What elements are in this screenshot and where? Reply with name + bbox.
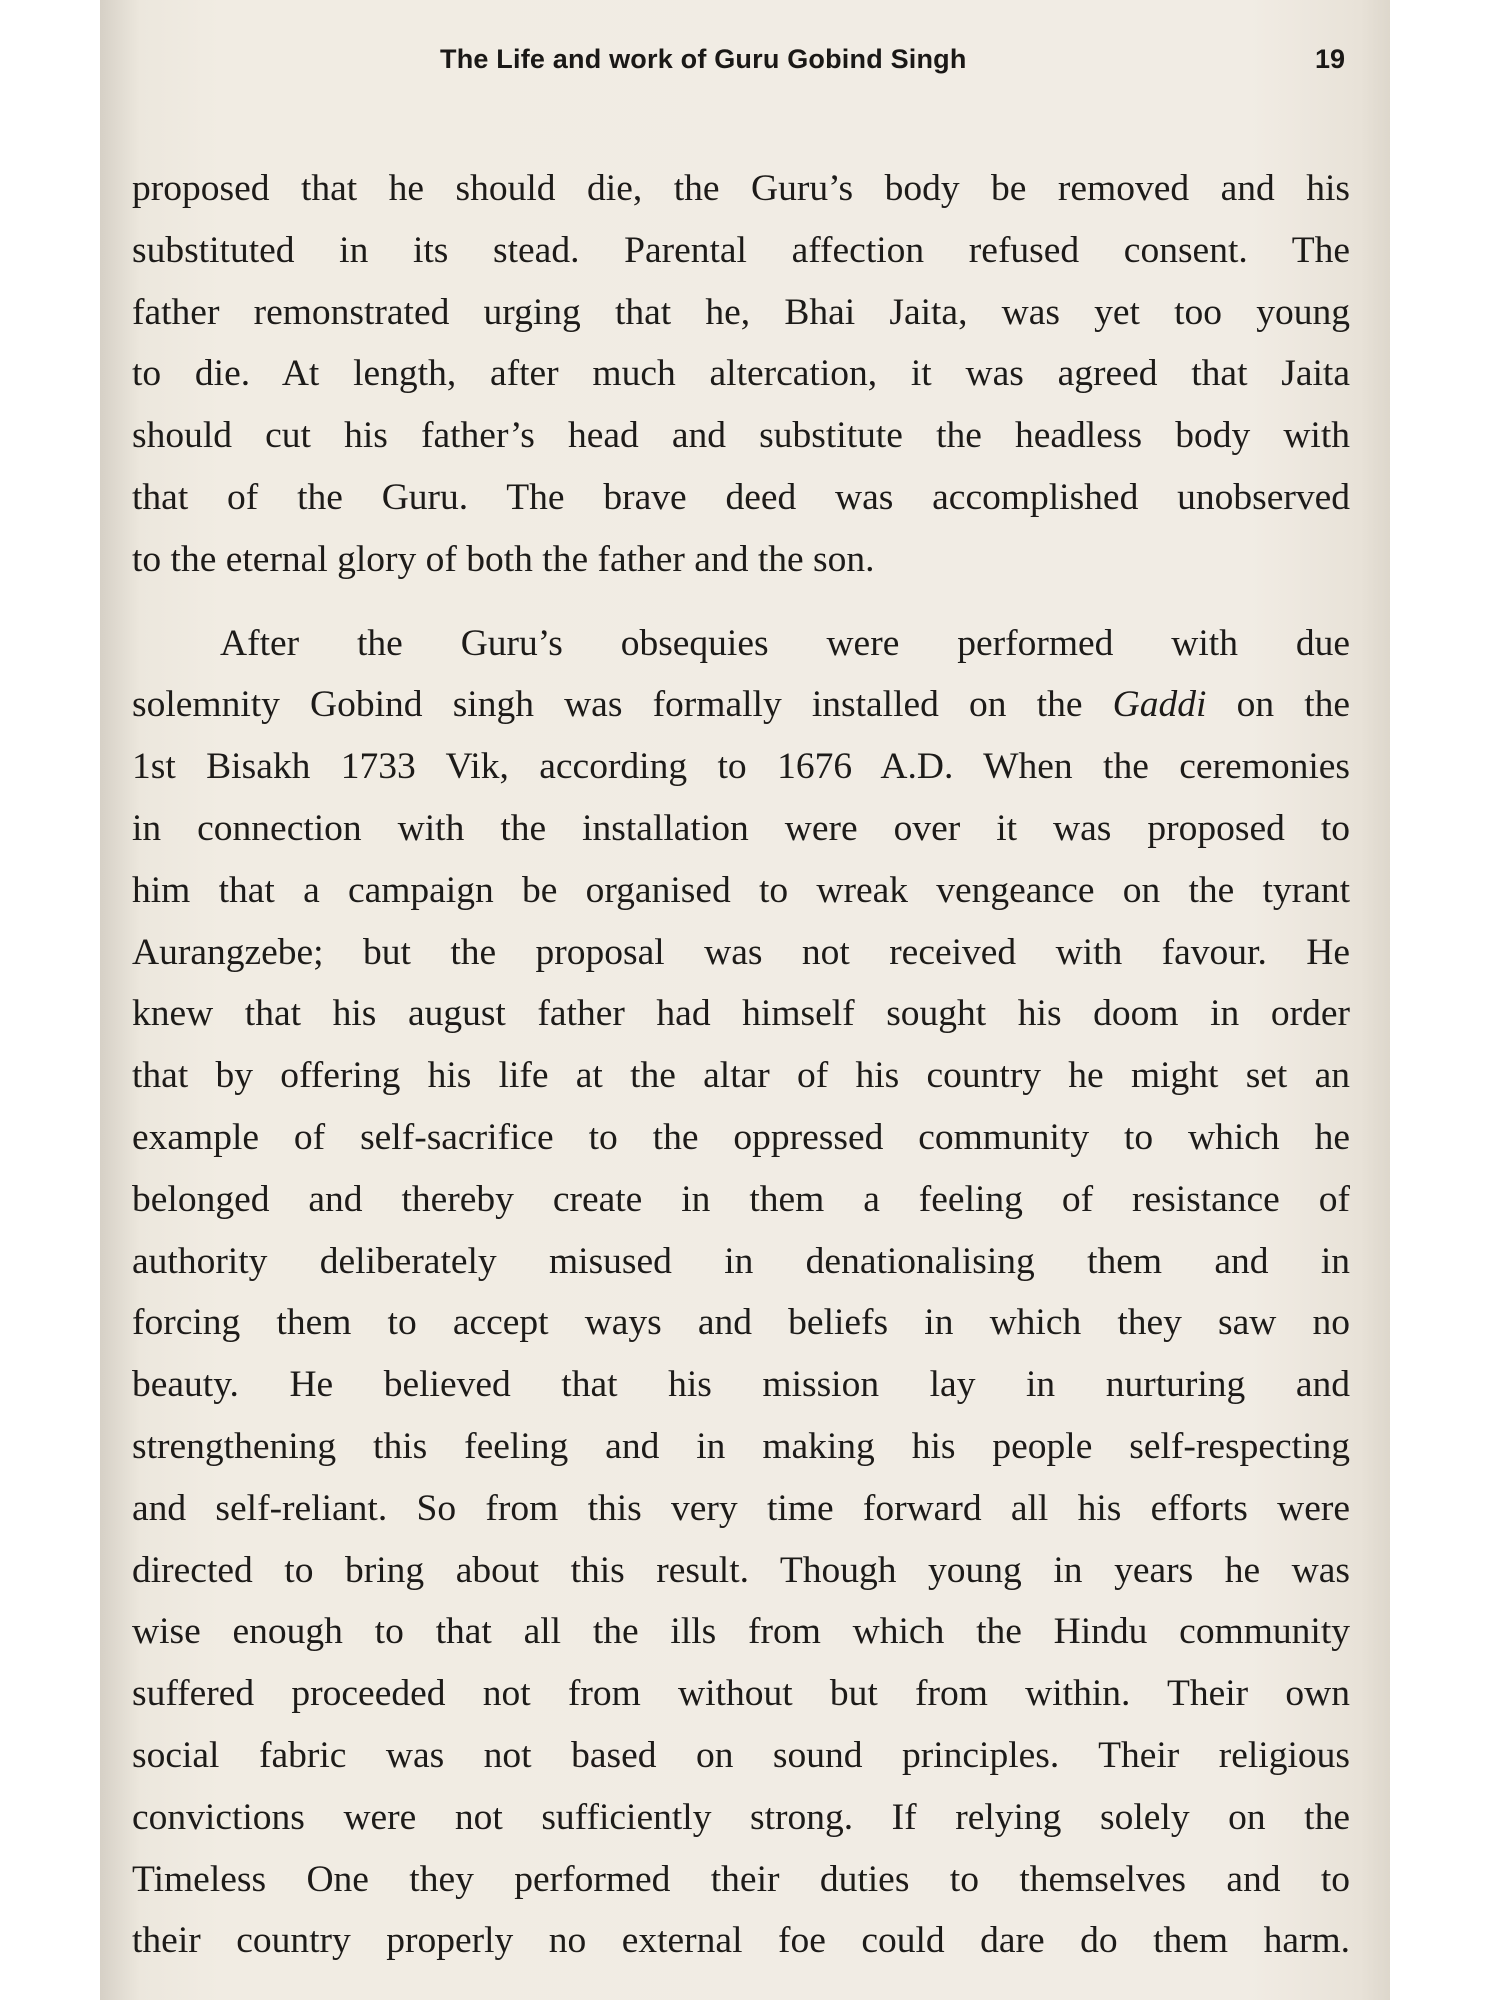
text-line: in connection with the installation were over it was proposed to	[132, 807, 1350, 849]
text-line: Timeless One they performed their duties to themselves and to	[132, 1858, 1350, 1900]
text-line: and self-reliant. So from this very time forward all his efforts were	[132, 1487, 1350, 1529]
text-line: forcing them to accept ways and beliefs in which they saw no	[132, 1302, 1350, 1344]
text-line: example of self-sacrifice to the oppressed community to which he	[132, 1116, 1350, 1158]
paragraph-1	[132, 158, 1350, 591]
book-page	[100, 0, 1390, 2000]
text-line: authority deliberately misused in denationalising them and in	[132, 1240, 1350, 1282]
page-header	[100, 44, 1390, 84]
text-segment: on the	[1236, 684, 1350, 726]
text-line: father remonstrated urging that he, Bhai Jaita, was yet too young	[132, 291, 1350, 333]
text-line: that of the Guru. The brave deed was accomplished unobserved	[132, 476, 1350, 518]
text-line: convictions were not sufficiently strong. If relying solely on the	[132, 1796, 1350, 1838]
text-line: wise enough to that all the ills from which the Hindu community	[132, 1611, 1350, 1653]
text-line: to die. At length, after much altercation, it was agreed that Jaita	[132, 353, 1350, 395]
text-line: that by offering his life at the altar of his country he might set an	[132, 1055, 1350, 1097]
text-segment: solemnity Gobind singh was formally installed on the	[132, 684, 1083, 726]
text-line: should cut his father’s head and substitute the headless body with	[132, 415, 1350, 457]
page-number: 19	[1314, 44, 1345, 74]
text-line: social fabric was not based on sound principles. Their religious	[132, 1734, 1350, 1776]
italic-word-gaddi: Gaddi	[1112, 684, 1207, 726]
text-line: Aurangzebe; but the proposal was not received with favour. He	[132, 931, 1350, 973]
text-line: substituted in its stead. Parental affection refused consent. The	[132, 229, 1350, 271]
text-line: suffered proceeded not from without but from within. Their own	[132, 1673, 1350, 1715]
text-line: 1st Bisakh 1733 Vik, according to 1676 A.D. When the ceremonies	[132, 746, 1350, 788]
text-line: their country properly no external foe could dare do them harm.	[132, 1920, 1350, 1962]
text-line: knew that his august father had himself sought his doom in order	[132, 993, 1350, 1035]
text-line-gaddi	[132, 674, 1350, 736]
body-text	[132, 158, 1350, 1972]
text-line: him that a campaign be organised to wreak vengeance on the tyrant	[132, 869, 1350, 911]
text-line: belonged and thereby create in them a feeling of resistance of	[132, 1178, 1350, 1220]
text-line: beauty. He believed that his mission lay in nurturing and	[132, 1364, 1350, 1406]
paragraph-2	[132, 613, 1350, 1973]
text-line: to the eternal glory of both the father and the son.	[132, 538, 875, 580]
running-title: The Life and work of Guru Gobind Singh	[440, 44, 967, 74]
text-line: strengthening this feeling and in making his people self-respecting	[132, 1425, 1350, 1467]
text-line: directed to bring about this result. Though young in years he was	[132, 1549, 1350, 1591]
paragraph-gap	[132, 591, 1350, 613]
text-line: proposed that he should die, the Guru’s body be removed and his	[132, 168, 1350, 209]
text-line: After the Guru’s obsequies were performed with due	[220, 622, 1350, 664]
